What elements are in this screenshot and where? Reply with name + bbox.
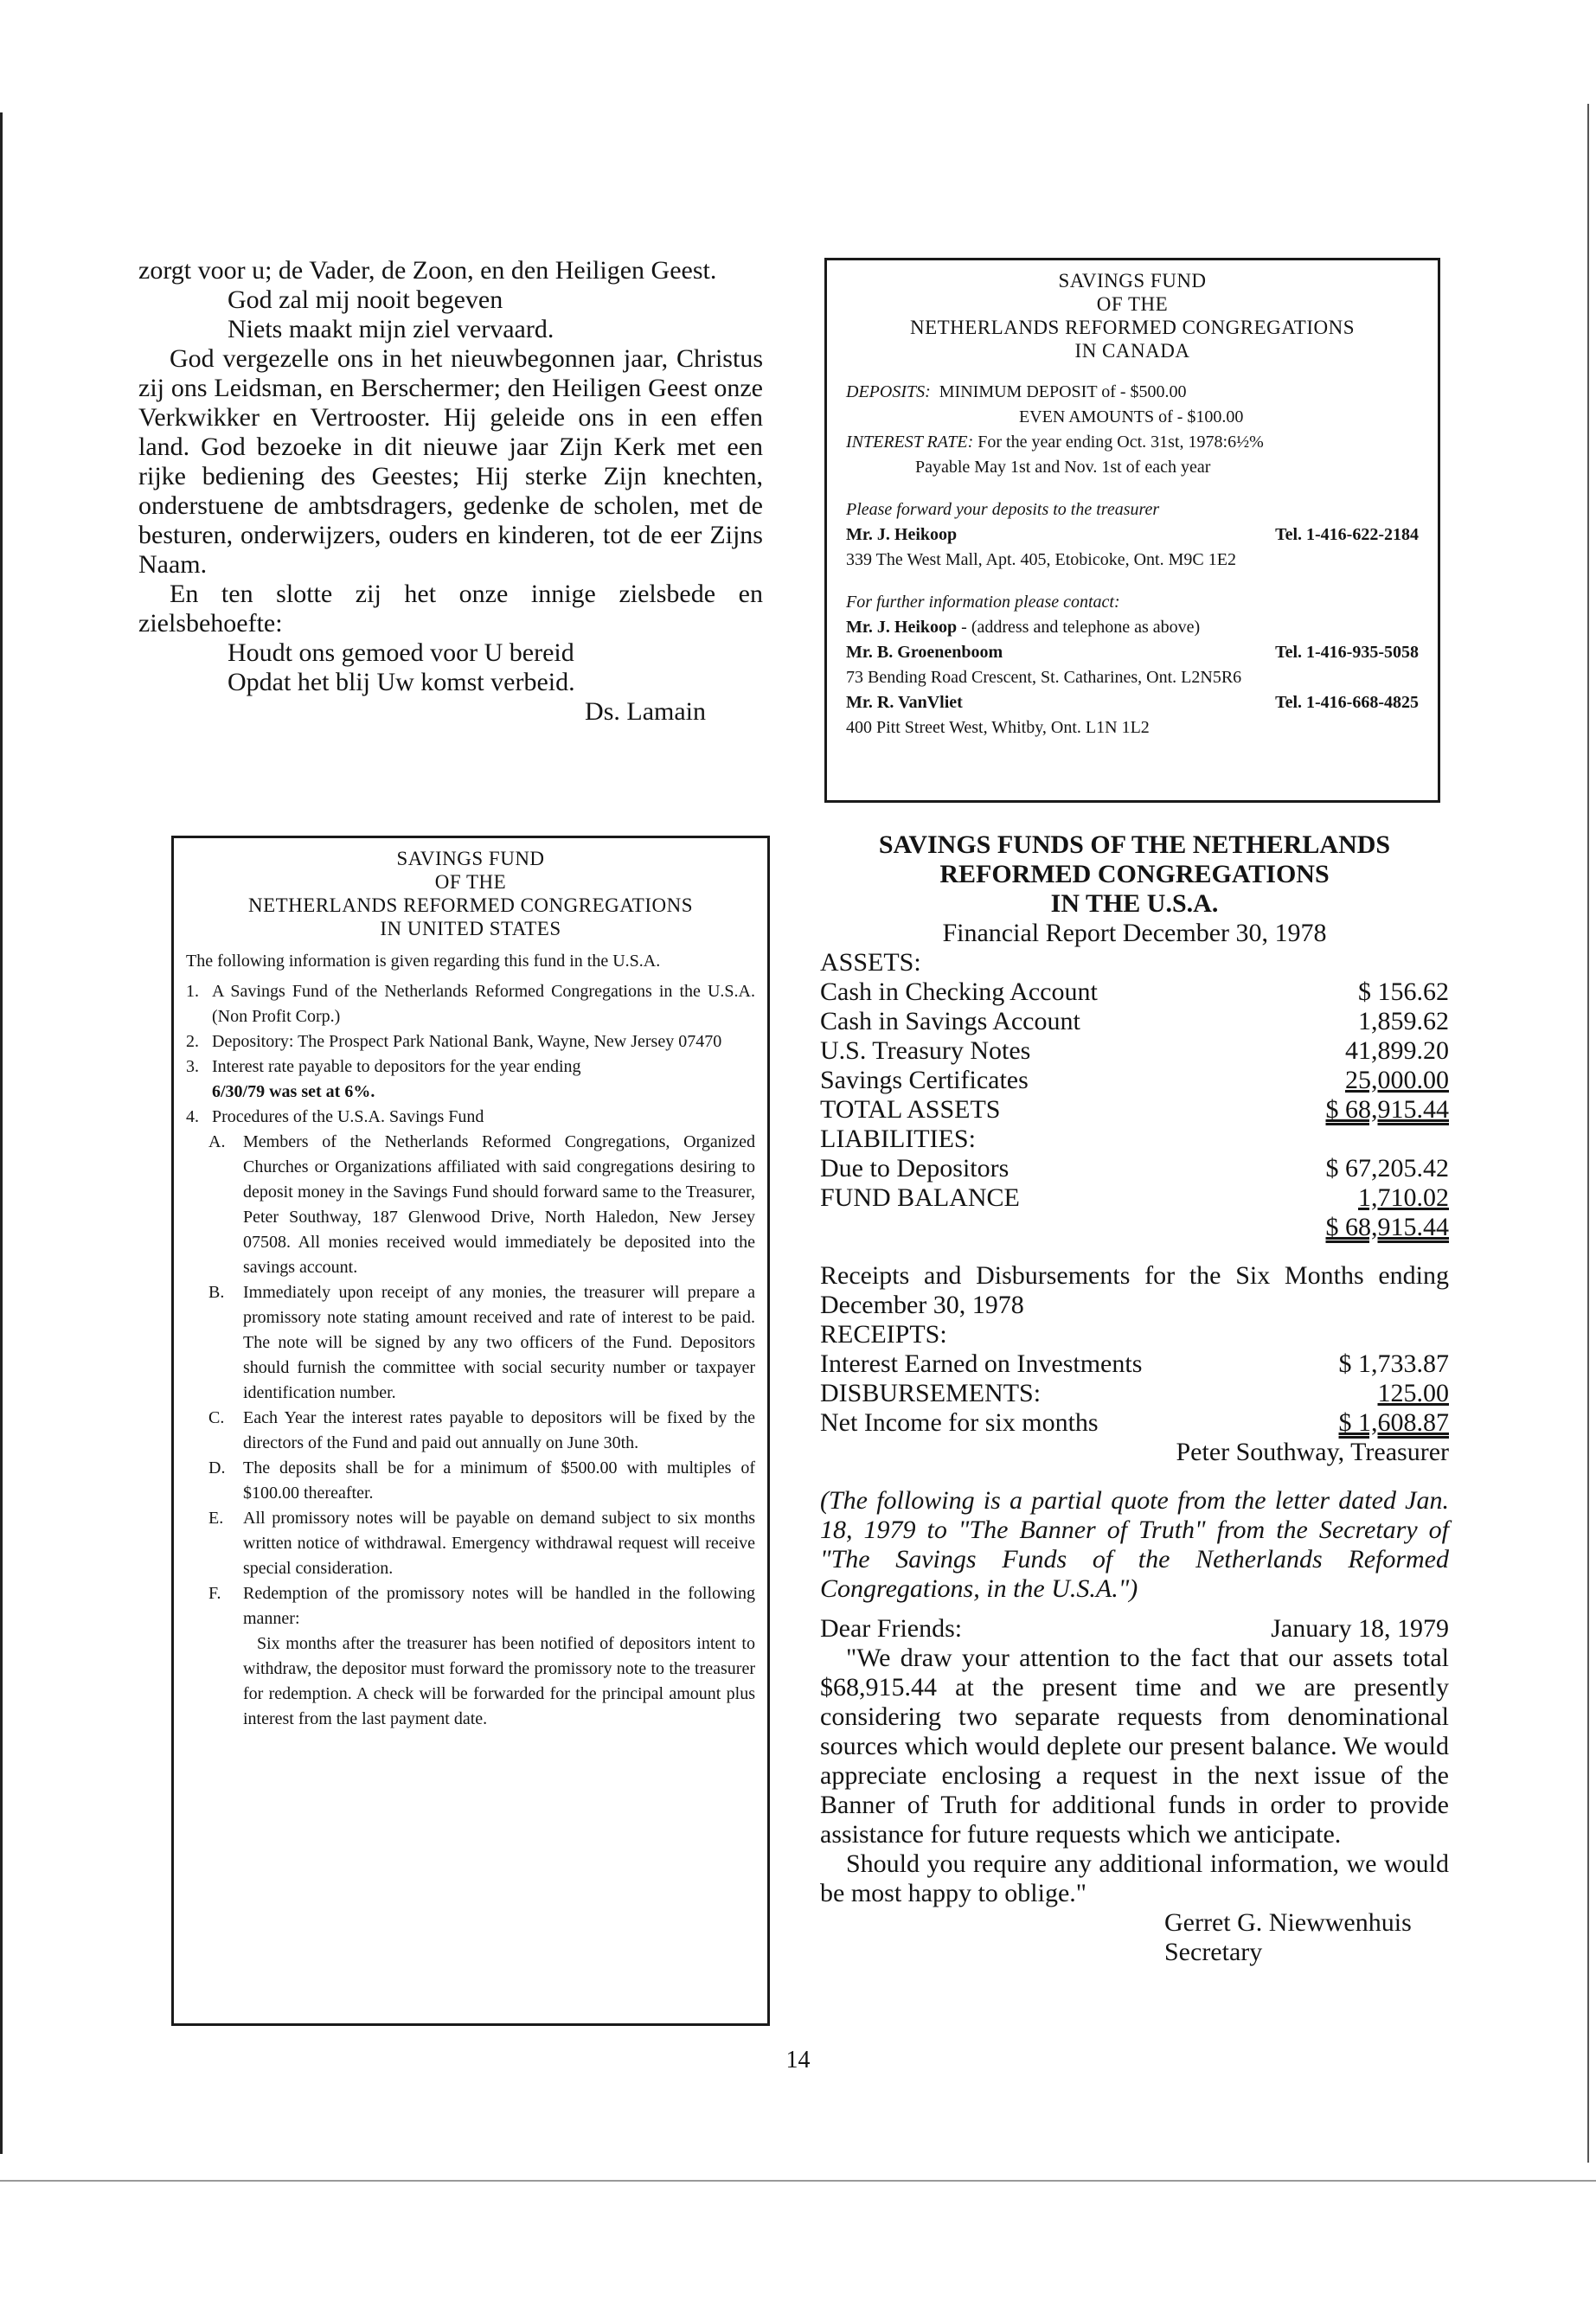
deposits-even: EVEN AMOUNTS of - $100.00 [1019, 407, 1244, 426]
receipts-disbursements-title: Receipts and Disbursements for the Six Months ending December 30, 1978 [820, 1261, 1449, 1319]
scan-edge-left [0, 112, 3, 2154]
vanvliet-tel: Tel. 1-416-668-4825 [1275, 693, 1419, 712]
secretary-name: Gerret G. Niewwenhuis [1164, 1908, 1412, 1937]
treasurer-block [846, 497, 1419, 573]
usa-item-B: B. Immediately upon receipt of any monies, the treasurer will prepare a promissory note stating amount received and rate of interest to be paid. The note will be signed by any two officers of the Fund. Depositors should furnish the committee with social security number or taxpayer identification number. [208, 1283, 755, 1402]
usa-item-C: C. Each Year the interest rates payable to depositors will be fixed by the directors of the Fund and paid out annually on June 30th. [208, 1408, 755, 1452]
verse-2-line-2: Opdat het blij Uw komst verbeid. [228, 668, 575, 696]
canada-box-title-2: OF THE [1096, 293, 1169, 315]
usa-item-4: 4. Procedures of the U.S.A. Savings Fund [186, 1107, 484, 1126]
salutation: Dear Friends: [820, 1614, 963, 1643]
report-title-1: SAVINGS FUNDS OF THE NETHERLANDS [878, 830, 1391, 859]
usa-box-title-4: IN UNITED STATES [380, 918, 561, 939]
disbursements-row: DISBURSEMENTS: 125.00 [820, 1379, 1449, 1407]
verse-1-line-1: God zal mij nooit begeven [228, 285, 503, 314]
groenenboom-address: 73 Bending Road Crescent, St. Catharines, Ont. L2N5R6 [846, 668, 1242, 687]
usa-item-2: 2. Depository: The Prospect Park National Bank, Wayne, New Jersey 07470 [186, 1032, 722, 1051]
verse-2-line-1: Houdt ons gemoed voor U bereid [228, 638, 574, 667]
letter-date: January 18, 1979 [1271, 1614, 1449, 1643]
letter-body-2: Should you require any additional information, we would be most happy to oblige." [820, 1849, 1449, 1907]
heikoop2-note: - (address and telephone as above) [961, 618, 1201, 637]
interest-rate-text: For the year ending Oct. 31st, 1978:6½% [977, 433, 1264, 452]
liabilities-label: LIABILITIES: [820, 1125, 976, 1153]
net-income-row: Net Income for six months $ 1,608.87 [820, 1408, 1449, 1437]
usa-item-D: D. The deposits shall be for a minimum of $500.00 with multiples of $100.00 thereafter. [208, 1458, 755, 1503]
usa-box-intro: The following information is given regarding this fund in the U.S.A. [186, 952, 661, 971]
report-title-2: REFORMED CONGREGATIONS [939, 860, 1330, 888]
page-number: 14 [785, 2047, 811, 2073]
vanvliet-name: Mr. R. VanVliet [846, 693, 963, 712]
letter-body-1: "We draw your attention to the fact that our assets total $68,915.44 at the present time and we are presently considering two separate requests from denominational sources which would deplete our present balance. We would appreciate enclosing a request in the next issue of the Banner of Truth for additional funds in order to provide assistance for future requests which we anticipate. [820, 1644, 1449, 1849]
liabilities-total-row: $ 68,915.44 [1325, 1213, 1449, 1241]
due-row: Due to Depositors $ 67,205.42 [820, 1154, 1449, 1183]
interest-rate-label: INTEREST RATE: [846, 433, 974, 452]
verse-1-line-2: Niets maakt mijn ziel vervaard. [228, 315, 554, 343]
receipts-label: RECEIPTS: [820, 1320, 947, 1349]
usa-savings-fund-box [171, 836, 770, 2026]
asset-row: Savings Certificates 25,000.00 [820, 1066, 1449, 1094]
letter-note: (The following is a partial quote from the letter dated Jan. 18, 1979 to "The Banner of Truth" from the Secretary of "The Savings Funds of the Netherlands Reformed Congregations, in the U.S.A.") [820, 1486, 1449, 1603]
report-title-3: IN THE U.S.A. [1050, 889, 1219, 918]
usa-item-3: 3. Interest rate payable to depositors for the year ending 6/30/79 was set at 6%. [186, 1057, 581, 1101]
usa-item-A: A. Members of the Netherlands Reformed Congregations, Organized Churches or Organizations affiliated with said congregations desiring to deposit money in the Savings Fund should forward same to the Treasurer, Peter Southway, 187 Glenwood Drive, North Haledon, New Jersey 07508. All monies received would immediately be deposited into the savings account. [208, 1132, 755, 1277]
usa-box-title-3: NETHERLANDS REFORMED CONGREGATIONS [247, 894, 694, 916]
groenenboom-tel: Tel. 1-416-935-5058 [1275, 643, 1419, 662]
intro-paragraph-3: En ten slotte zij het onze innige zielsbede en zielsbehoefte: [138, 580, 763, 638]
deposits-label: DEPOSITS: [846, 382, 931, 401]
signature-lamain: Ds. Lamain [585, 697, 706, 726]
deposits-block [846, 380, 1419, 480]
intro-paragraph-1: zorgt voor u; de Vader, de Zoon, en den Heiligen Geest. [138, 256, 717, 285]
report-subtitle: Financial Report December 30, 1978 [942, 919, 1327, 947]
vanvliet-address: 400 Pitt Street West, Whitby, Ont. L1N 1L2 [846, 718, 1150, 737]
financial-report [820, 830, 1449, 1967]
scan-edge-right [1587, 104, 1589, 2163]
letter-header [820, 1614, 1449, 1644]
total-assets-row: TOTAL ASSETS $ 68,915.44 [820, 1095, 1449, 1124]
deposits-minimum: MINIMUM DEPOSIT of - $500.00 [939, 382, 1187, 401]
heikoop-tel: Tel. 1-416-622-2184 [1275, 525, 1419, 544]
asset-row: Cash in Savings Account 1,859.62 [820, 1007, 1449, 1035]
treasurer-signature: Peter Southway, Treasurer [1176, 1438, 1449, 1466]
further-info-note: For further information please contact: [846, 593, 1120, 612]
canada-box-title-3: NETHERLANDS REFORMED CONGREGATIONS [909, 317, 1356, 338]
payable-dates: Payable May 1st and Nov. 1st of each year [915, 458, 1211, 477]
fund-balance-row: FUND BALANCE 1,710.02 [820, 1183, 1449, 1212]
interest-row: Interest Earned on Investments $ 1,733.87 [820, 1349, 1449, 1378]
usa-item-E: E. All promissory notes will be payable on demand subject to six months written notice of withdrawal. Emergency withdrawal request will receive special consideration. [208, 1509, 755, 1578]
heikoop2-name: Mr. J. Heikoop [846, 618, 958, 637]
groenenboom-name: Mr. B. Groenenboom [846, 643, 1003, 662]
heikoop-name: Mr. J. Heikoop [846, 525, 958, 544]
usa-item-F-detail: Six months after the treasurer has been notified of depositors intent to withdraw, the depositor must forward the promissory note to the treasurer for redemption. A check will be forwarded for the principal amount plus interest from the last payment date. [243, 1634, 755, 1728]
contacts-block [846, 590, 1419, 740]
usa-box-title-2: OF THE [434, 871, 507, 893]
canada-box-title-4: IN CANADA [1074, 340, 1190, 362]
canada-savings-fund-box [824, 258, 1440, 803]
assets-label: ASSETS: [820, 948, 921, 977]
forward-deposits-note: Please forward your deposits to the treasurer [846, 500, 1160, 519]
usa-box-title-1: SAVINGS FUND [396, 848, 545, 869]
intro-paragraph-2: God vergezelle ons in het nieuwbegonnen jaar, Christus zij ons Leidsman, en Berschermer; den Heiligen Geest onze Verkwikker en Vertrooster. Hij geleide ons in een effen land. God bezoeke in dit nieuwe jaar Zijn Kerk met een rijke bediening des Geestes; Hij sterke Zijn knechten, onderstuene de ambtsdragers, gedenke de scholen, met de besturen, onderwijzers, ouders en kinderen, tot de eer Zijns Naam. [138, 344, 763, 579]
canada-box-title-1: SAVINGS FUND [1058, 270, 1207, 292]
dutch-text-section [138, 256, 763, 727]
scan-edge-bottom [0, 2180, 1596, 2182]
secretary-title: Secretary [1164, 1938, 1263, 1966]
asset-row: U.S. Treasury Notes 41,899.20 [820, 1036, 1449, 1065]
usa-item-1: 1. A Savings Fund of the Netherlands Reformed Congregations in the U.S.A. (Non Profit Corp.) [186, 982, 755, 1026]
usa-item-F: F. Redemption of the promissory notes will be handled in the following manner: Six months after the treasurer has been notified of depositors intent to withdraw, the depositor must forward the promissory note to the treasurer for redemption. A check will be forwarded for the principal amount plus interest from the last payment date. [208, 1581, 755, 1732]
asset-row: Cash in Checking Account $ 156.62 [820, 977, 1449, 1006]
heikoop-address: 339 The West Mall, Apt. 405, Etobicoke, Ont. M9C 1E2 [846, 550, 1236, 569]
